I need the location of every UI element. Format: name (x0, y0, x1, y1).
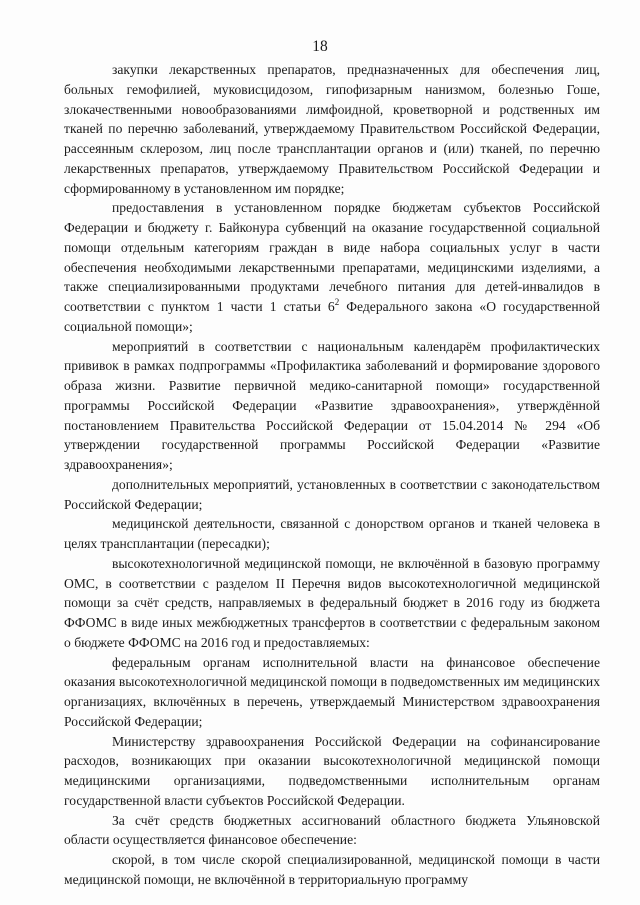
paragraph-5-text: медицинской деятельности, связанной с донорством органов и тканей человека в целях трансплантации (пересадки); (64, 516, 600, 551)
paragraph-2-text: предоставления в установленном порядке бюджетам субъектов Российской Федерации и бюджету г. Байконура субвенций на оказание государственной социальной помощи отдельным категориям граждан в виде набора социальных услуг в части обеспечения необходимыми лекарственными препаратами, медицинскими изделиями, а также специализированными продуктами лечебного питания для детей-инвалидов в соответствии с пунктом 1 части 1 статьи 6 (64, 200, 600, 314)
paragraph-4 (64, 475, 600, 515)
page-number: 18 (312, 38, 328, 55)
paragraph-4-text: дополнительных мероприятий, установленных в соответствии с законодательством Российской Федерации; (64, 476, 600, 512)
paragraph-9-text: За счёт средств бюджетных ассигнований областного бюджета Ульяновской области осуществляется финансовое обеспечение: (64, 812, 600, 848)
paragraph-3 (64, 337, 600, 475)
paragraph-8 (64, 732, 600, 811)
paragraph-3-text: мероприятий в соответствии с национальным календарём профилактических прививок в рамках подпрограммы «Профилактика заболеваний и формирование здорового образа жизни. Развитие первичной медико-санитарной помощи» государственной программы Российской Федерации «Развитие здравоохранения», утверждённой постановлением Правительства Российской Федерации от 15.04.2014 № 294 «Об утверждении государственной программы Российской Федерации «Развитие здравоохранения»; (64, 338, 600, 472)
paragraph-2-superscript: 2 (334, 297, 340, 307)
paragraph-2 (64, 198, 600, 336)
paragraph-7 (64, 653, 600, 732)
paragraph-2-tail: Федерального закона «О государственной социальной помощи»; (64, 299, 600, 334)
paragraph-10 (64, 850, 600, 890)
paragraph-10-text: скорой, в том числе скорой специализированной, медицинской помощи в части медицинской помощи, не включённой в территориальную программу (64, 852, 600, 887)
paragraph-8-text: Министерству здравоохранения Российской Федерации на софинансирование расходов, возникающих при оказании высокотехнологичной медицинской помощи медицинскими организациями, подведомственными исполнительным органам государственной власти субъектов Российской Федерации. (64, 733, 600, 808)
paragraph-6 (64, 554, 600, 653)
paragraph-7-text: федеральным органам исполнительной власти на финансовое обеспечение оказания высокотехнологичной медицинской помощи в подведомственных им медицинских организациях, включённых в перечень, утверждаемый Министерством здравоохранения Российской Федерации; (64, 654, 600, 729)
paragraph-9 (64, 811, 600, 851)
document-body (64, 60, 600, 890)
paragraph-5 (64, 514, 600, 554)
paragraph-1-text: закупки лекарственных препаратов, предназначенных для обеспечения лиц, больных гемофилией, муковисцидозом, гипофизарным нанизмом, болезнью Гоше, злокачественными новообразованиями лимфоидной, кроветворной и родственных им тканей по перечню заболеваний, утверждаемому Правительством Российской Федерации, рассеянным склерозом, лиц после трансплантации органов и (или) тканей, по перечню лекарственных препаратов, утверждаемому Правительством Российской Федерации и сформированному в установленном им порядке; (64, 62, 600, 196)
paragraph-6-text: высокотехнологичной медицинской помощи, не включённой в базовую программу ОМС, в соответствии с разделом II Перечня видов высокотехнологичной медицинской помощи за счёт средств, направляемых в федеральный бюджет в 2016 году из бюджета ФФОМС в виде иных межбюджетных трансфертов в соответствии с федеральным законом о бюджете ФФОМС на 2016 год и предоставляемых: (64, 555, 600, 650)
paragraph-1 (64, 60, 600, 198)
